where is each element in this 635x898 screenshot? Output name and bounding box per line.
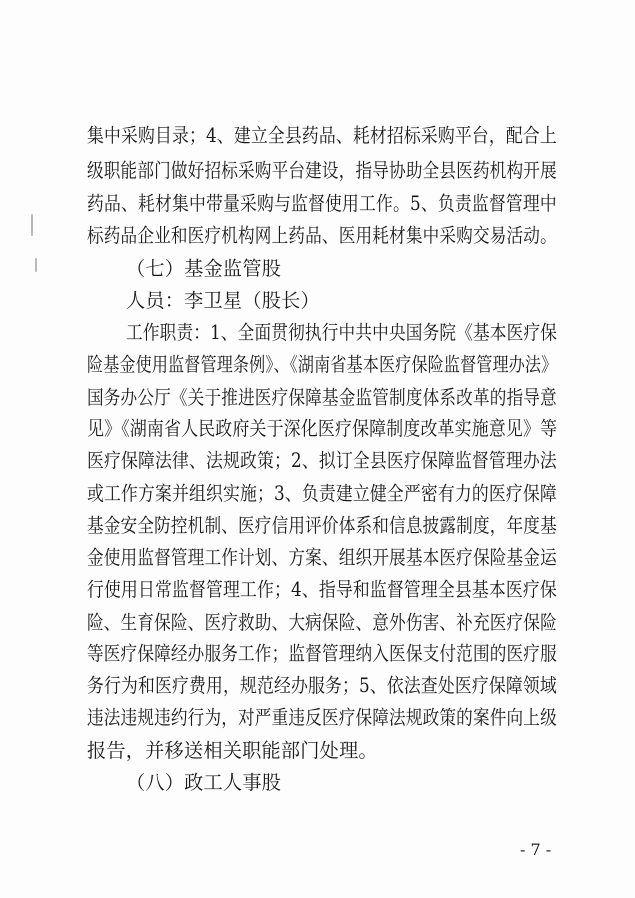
body-line: 医疗保障法律、法规政策；2、拟订全县医疗保障监督管理办法 bbox=[87, 449, 557, 472]
body-line: 或工作方案并组织实施；3、负责建立健全严密有力的医疗保障 bbox=[87, 482, 557, 505]
staff-line: 人员：李卫星（股长） bbox=[126, 289, 320, 312]
body-line: 级职能部门做好招标采购平台建设，指导协助全县医药机构开展 bbox=[87, 159, 557, 182]
body-line: 险、生育保险、医疗救助、大病保险、意外伤害、补充医疗保险 bbox=[87, 611, 557, 634]
section-heading: （八）政工人事股 bbox=[126, 771, 282, 794]
body-line: 险基金使用监督管理条例》、《湖南省基本医疗保险监督管理办法》 bbox=[87, 353, 558, 376]
section-heading: （七）基金监管股 bbox=[126, 257, 282, 280]
body-line: 报告，并移送相关职能部门处理。 bbox=[87, 739, 378, 762]
body-line: 标药品企业和医疗机构网上药品、医用耗材集中采购交易活动。 bbox=[87, 224, 557, 247]
body-line: 国务办公厅《关于推进医疗保障基金监管制度体系改革的指导意 bbox=[87, 386, 557, 409]
duties-line: 工作职责：1、全面贯彻执行中共中央国务院《基本医疗保 bbox=[126, 321, 558, 344]
body-line: 务行为和医疗费用，规范经办服务；5、依法查处医疗保障领域 bbox=[87, 674, 557, 697]
body-line: 违法违规违约行为，对严重违反医疗保障法规政策的案件向上级 bbox=[87, 706, 557, 729]
body-line: 集中采购目录；4、建立全县药品、耗材招标采购平台，配合上 bbox=[87, 124, 557, 147]
body-line: 药品、耗材集中带量采购与监督使用工作。5、负责监督管理中 bbox=[87, 192, 557, 215]
body-line: 基金安全防控机制、医疗信用评价体系和信息披露制度，年度基 bbox=[87, 514, 557, 537]
body-line: 见》《湖南省人民政府关于深化医疗保障制度改革实施意见》等 bbox=[87, 417, 558, 440]
body-line: 金使用监督管理工作计划、方案、组织开展基本医疗保险基金运 bbox=[87, 546, 557, 569]
page-number: - 7 - bbox=[520, 840, 552, 859]
body-line: 行使用日常监督管理工作；4、指导和监督管理全县基本医疗保 bbox=[87, 578, 557, 601]
body-line: 等医疗保障经办服务工作；监督管理纳入医保支付范围的医疗服 bbox=[87, 642, 557, 665]
scan-mark bbox=[31, 214, 33, 236]
scan-mark bbox=[35, 258, 37, 272]
